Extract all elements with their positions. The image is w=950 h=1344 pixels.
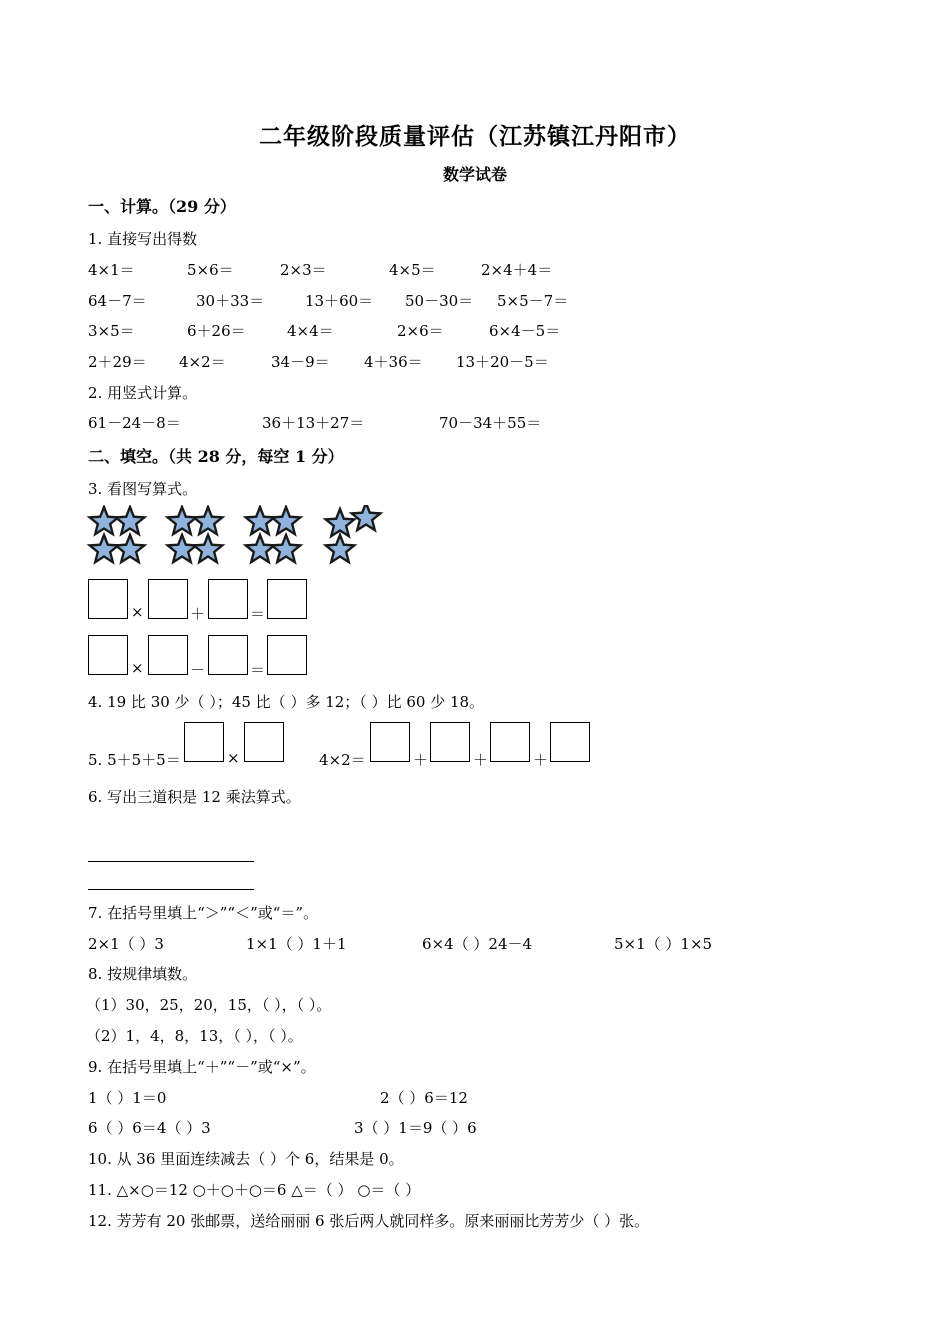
star [272,507,301,534]
question-4: 4. 19 比 30 少（ ）；45 比（ ）多 12；（ ）比 60 少 18。 [88,693,485,711]
question-8-label: 8. 按规律填数。 [88,965,198,983]
calc-item: 3×5＝ [88,322,135,340]
answer-box[interactable] [267,579,307,619]
section-2-heading: 二、填空。（共 28 分，每空 1 分） [88,447,344,466]
question-1-label: 1. 直接写出得数 [88,230,198,248]
operator: ＋ [413,751,429,769]
answer-box[interactable] [184,722,224,762]
star-picture [86,505,396,567]
star [246,507,275,534]
question-5-mid: 4×2＝ [319,751,366,769]
compare-item: 2×1（ ）3 [88,935,164,953]
star [194,507,223,534]
operator: ＝ [250,605,266,623]
question-6: 6. 写出三道积是 12 乘法算式。 [88,788,301,806]
star [194,535,223,562]
answer-box[interactable] [550,722,590,762]
star [116,507,145,534]
operator: × [131,603,144,621]
answer-box[interactable] [208,635,248,675]
question-2-label: 2. 用竖式计算。 [88,384,198,402]
operator: － [190,661,206,679]
answer-box[interactable] [88,635,128,675]
pattern-line: （1）30，25，20，15，（ ），（ ）。 [86,996,332,1014]
calc-item: 6＋26＝ [187,322,246,340]
operator: ＋ [533,751,549,769]
vertical-calc-item: 36＋13＋27＝ [262,414,365,432]
answer-line[interactable] [88,889,254,890]
page-title: 二年级阶段质量评估（江苏镇江丹阳市） [259,123,691,150]
calc-item: 2×3＝ [280,261,327,279]
calc-item: 2＋29＝ [88,353,147,371]
answer-box[interactable] [88,579,128,619]
calc-item: 2×6＝ [397,322,444,340]
calc-item: 4×5＝ [389,261,436,279]
answer-box[interactable] [430,722,470,762]
operator-fill-item: 6（ ）6＝4（ ）3 [88,1119,211,1137]
vertical-calc-item: 61－24－8＝ [88,414,181,432]
star [168,507,197,534]
operator: × [131,659,144,677]
calc-item: 4×2＝ [179,353,226,371]
question-7-label: 7. 在括号里填上“＞”“＜”或“＝”。 [88,904,319,922]
question-5-prefix: 5. 5＋5＋5＝ [88,751,181,769]
calc-item: 30＋33＝ [196,292,265,310]
page-subtitle: 数学试卷 [442,165,507,184]
calc-item: 50－30＝ [405,292,474,310]
compare-item: 5×1（ ）1×5 [614,935,713,953]
compare-item: 1×1（ ）1＋1 [246,935,347,953]
answer-box[interactable] [490,722,530,762]
question-12: 12. 芳芳有 20 张邮票，送给丽丽 6 张后两人就同样多。原来丽丽比芳芳少（ ）张。 [88,1212,650,1230]
question-11: 11. △×○＝12 ○＋○＋○＝6 △＝（ ） ○＝（ ） [88,1181,421,1199]
answer-box[interactable] [267,635,307,675]
star [352,505,381,530]
answer-line[interactable] [88,861,254,862]
question-3-label: 3. 看图写算式。 [88,480,198,498]
compare-item: 6×4（ ）24－4 [422,935,533,953]
answer-box[interactable] [148,579,188,619]
operator: ＝ [250,661,266,679]
operator: ＋ [473,751,489,769]
operator-fill-item: 3（ ）1＝9（ ）6 [354,1119,477,1137]
calc-item: 4＋36＝ [364,353,423,371]
star [90,507,119,534]
star [272,535,301,562]
star [246,535,275,562]
operator: ＋ [190,605,206,623]
star [116,535,145,562]
operator: × [227,749,240,767]
pattern-line: （2）1，4，8，13，（ ），（ ）。 [86,1027,303,1045]
calc-item: 34－9＝ [271,353,330,371]
calc-item: 5×6＝ [187,261,234,279]
answer-box[interactable] [244,722,284,762]
answer-box[interactable] [208,579,248,619]
question-10: 10. 从 36 里面连续减去（ ）个 6，结果是 0。 [88,1150,404,1168]
operator-fill-item: 2（ ）6＝12 [380,1089,468,1107]
calc-item: 5×5－7＝ [497,292,569,310]
calc-item: 64－7＝ [88,292,147,310]
calc-item: 13＋60＝ [305,292,374,310]
operator-fill-item: 1（ ）1＝0 [88,1089,167,1107]
calc-item: 2×4＋4＝ [481,261,553,279]
answer-box[interactable] [370,722,410,762]
calc-item: 6×4－5＝ [489,322,561,340]
calc-item: 4×4＝ [287,322,334,340]
star [90,535,119,562]
calc-item: 13＋20－5＝ [456,353,549,371]
section-1-heading: 一、计算。（29 分） [88,197,236,216]
question-9-label: 9. 在括号里填上“＋”“－”或“×”。 [88,1058,316,1076]
calc-item: 4×1＝ [88,261,135,279]
vertical-calc-item: 70－34＋55＝ [439,414,542,432]
answer-box[interactable] [148,635,188,675]
star [168,535,197,562]
star [326,535,355,562]
